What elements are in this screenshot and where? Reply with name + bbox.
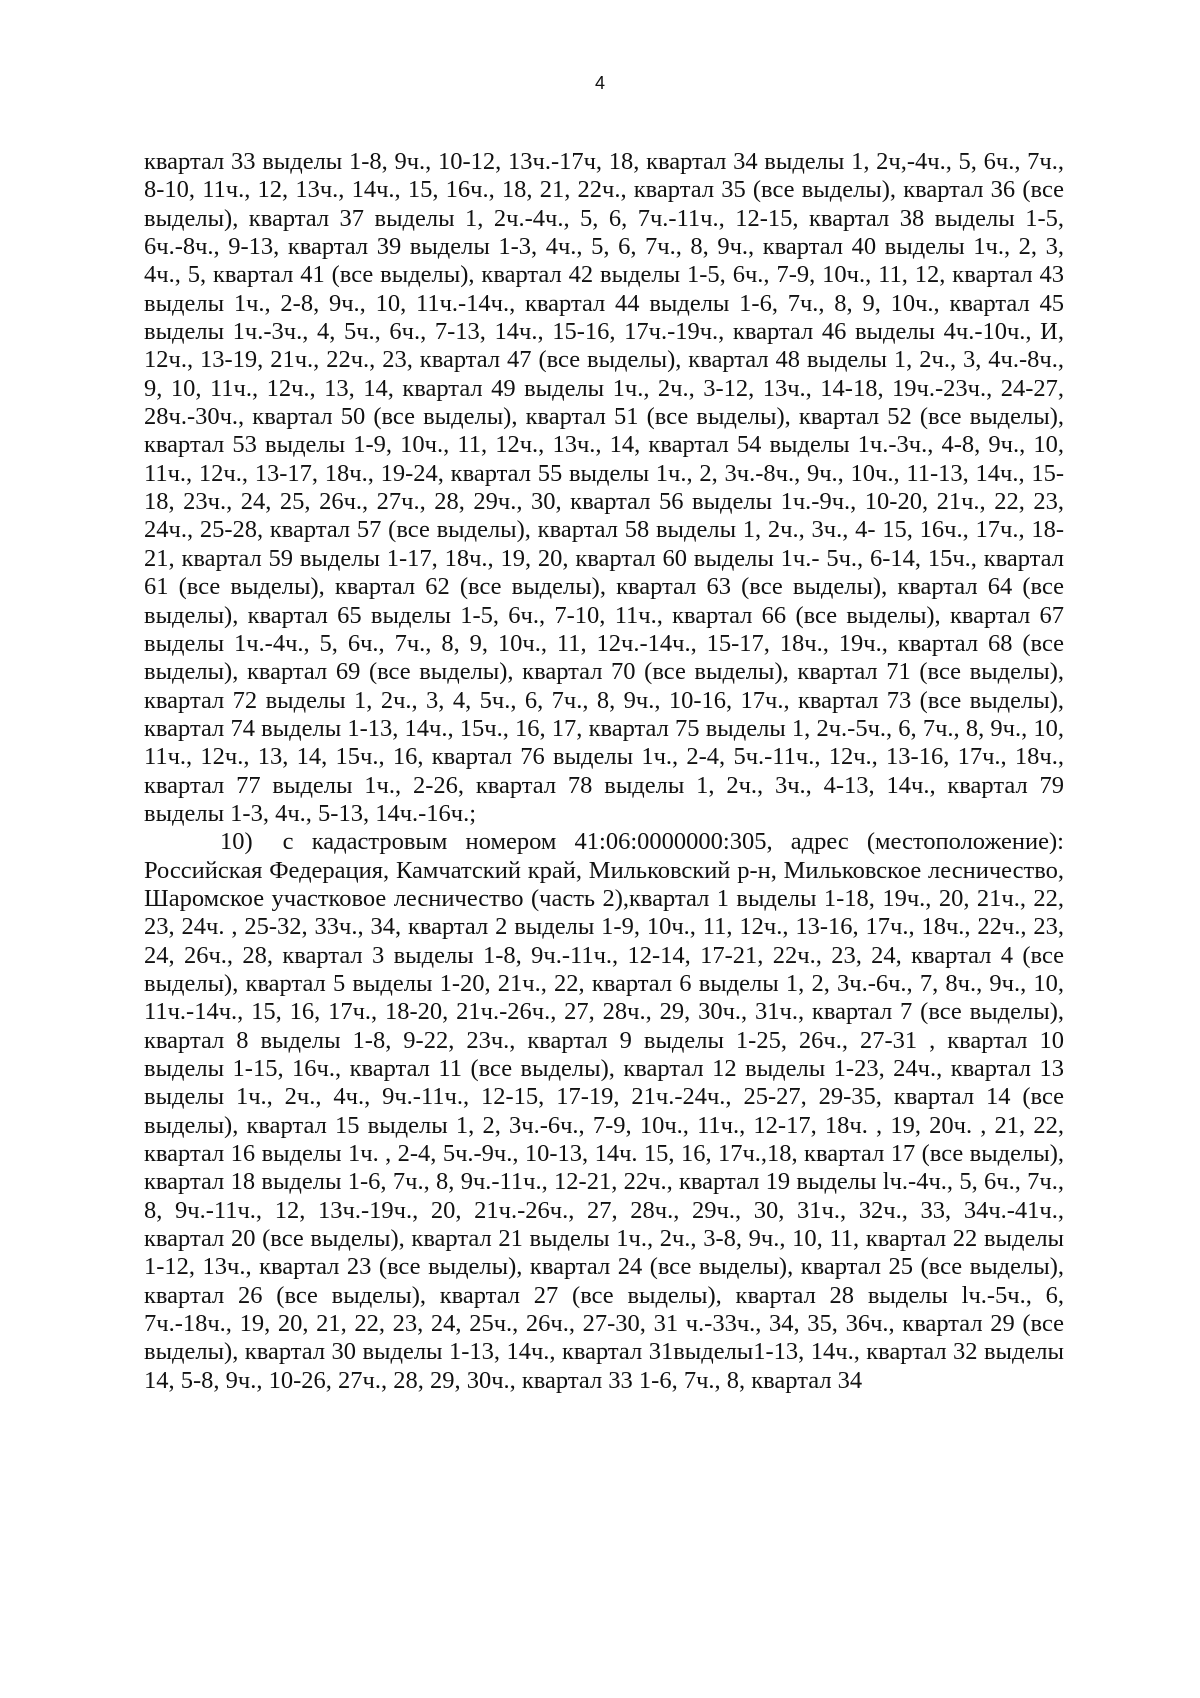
paragraph-item-10-text: с кадастровым номером 41:06:0000000:305, адрес (местоположение): Российская Федерация, Камчатский край, Мильковский р-н, Мильковское лесничество, Шаромское участковое лесничество (часть 2),квартал 1 выделы 1-18, 19ч., 20, 21ч., 22, 23, 24ч. , 25-32, 33ч., 34, квартал 2 выделы 1-9, 10ч., 11, 12ч., 13-16, 17ч., 18ч., 22ч., 23, 24, 26ч., 28, квартал 3 выделы 1-8, 9ч.-11ч., 12-14, 17-21, 22ч., 23, 24, квартал 4 (все выделы), квартал 5 выделы 1-20, 21ч., 22, квартал 6 выделы 1, 2, 3ч.-6ч., 7, 8ч., 9ч., 10, 11ч.-14ч., 15, 16, 17ч., 18-20, 21ч.-26ч., 27, 28ч., 29, 30ч., 31ч., квартал 7 (все выделы), квартал 8 выделы 1-8, 9-22, 23ч., квартал 9 выделы 1-25, 26ч., 27-31 , квартал 10 выделы 1-15, 16ч., квартал 11 (все выделы), квартал 12 выделы 1-23, 24ч., квартал 13 выделы 1ч., 2ч., 4ч., 9ч.-11ч., 12-15, 17-19, 21ч.-24ч., 25-27, 29-35, квартал 14 (все выделы), квартал 15 выделы 1, 2, 3ч.-6ч., 7-9, 10ч., 11ч., 12-17, 18ч. , 19, 20ч. , 21, 22, квартал 16 выделы 1ч. , 2-4, 5ч.-9ч., 10-13, 14ч. 15, 16, 17ч.,18, квартал 17 (все выделы), квартал 18 выделы 1-6, 7ч., 8, 9ч.-11ч., 12-21, 22ч., квартал 19 выделы lч.-4ч., 5, 6ч., 7ч., 8, 9ч.-11ч., 12, 13ч.-19ч., 20, 21ч.-26ч., 27, 28ч., 29ч., 30, 31ч., 32ч., 33, 34ч.-41ч., квартал 20 (все выделы), квартал 21 выделы 1ч., 2ч., 3-8, 9ч., 10, 11, квартал 22 выделы 1-12, 13ч., квартал 23 (все выделы), квартал 24 (все выделы), квартал 25 (все выделы), квартал 26 (все выделы), квартал 27 (все выделы), квартал 28 выделы lч.-5ч., 6, 7ч.-18ч., 19, 20, 21, 22, 23, 24, 25ч., 26ч., 27-30, 31 ч.-33ч., 34, 35, 36ч., квартал 29 (все выделы), квартал 30 выделы 1-13, 14ч., квартал 31выделы1-13, 14ч., квартал 32 выделы 14, 5-8, 9ч., 10-26, 27ч., 28, 29, 30ч., квартал 33 1-6, 7ч., 8, квартал 34 [144, 828, 1064, 1394]
document-body [144, 148, 1064, 1395]
page-number: 4 [594, 73, 605, 93]
paragraph-continuation: квартал 33 выделы 1-8, 9ч., 10-12, 13ч.-17ч, 18, квартал 34 выделы 1, 2ч,-4ч., 5, 6ч., 7ч., 8-10, 11ч., 12, 13ч., 14ч., 15, 16ч., 18, 21, 22ч., квартал 35 (все выделы), квартал 36 (все выделы), квартал 37 выделы 1, 2ч.-4ч., 5, 6, 7ч.-11ч., 12-15, квартал 38 выделы 1-5, 6ч.-8ч., 9-13, квартал 39 выделы 1-3, 4ч., 5, 6, 7ч., 8, 9ч., квартал 40 выделы 1ч., 2, 3, 4ч., 5, квартал 41 (все выделы), квартал 42 выделы 1-5, 6ч., 7-9, 10ч., 11, 12, квартал 43 выделы 1ч., 2-8, 9ч., 10, 11ч.-14ч., квартал 44 выделы 1-6, 7ч., 8, 9, 10ч., квартал 45 выделы 1ч.-3ч., 4, 5ч., 6ч., 7-13, 14ч., 15-16, 17ч.-19ч., квартал 46 выделы 4ч.-10ч., И, 12ч., 13-19, 21ч., 22ч., 23, квартал 47 (все выделы), квартал 48 выделы 1, 2ч., 3, 4ч.-8ч., 9, 10, 11ч., 12ч., 13, 14, квартал 49 выделы 1ч., 2ч., 3-12, 13ч., 14-18, 19ч.-23ч., 24-27, 28ч.-30ч., квартал 50 (все выделы), квартал 51 (все выделы), квартал 52 (все выделы), квартал 53 выделы 1-9, 10ч., 11, 12ч., 13ч., 14, квартал 54 выделы 1ч.-3ч., 4-8, 9ч., 10, 11ч., 12ч., 13-17, 18ч., 19-24, квартал 55 выделы 1ч., 2, 3ч.-8ч., 9ч., 10ч., 11-13, 14ч., 15-18, 23ч., 24, 25, 26ч., 27ч., 28, 29ч., 30, квартал 56 выделы 1ч.-9ч., 10-20, 21ч., 22, 23, 24ч., 25-28, квартал 57 (все выделы), квартал 58 выделы 1, 2ч., 3ч., 4- 15, 16ч., 17ч., 18-21, квартал 59 выделы 1-17, 18ч., 19, 20, квартал 60 выделы 1ч.- 5ч., 6-14, 15ч., квартал 61 (все выделы), квартал 62 (все выделы), квартал 63 (все выделы), квартал 64 (все выделы), квартал 65 выделы 1-5, 6ч., 7-10, 11ч., квартал 66 (все выделы), квартал 67 выделы 1ч.-4ч., 5, 6ч., 7ч., 8, 9, 10ч., 11, 12ч.-14ч., 15-17, 18ч., 19ч., квартал 68 (все выделы), квартал 69 (все выделы), квартал 70 (все выделы), квартал 71 (все выделы), квартал 72 выделы 1, 2ч., 3, 4, 5ч., 6, 7ч., 8, 9ч., 10-16, 17ч., квартал 73 (все выделы), квартал 74 выделы 1-13, 14ч., 15ч., 16, 17, квартал 75 выделы 1, 2ч.-5ч., 6, 7ч., 8, 9ч., 10, 11ч., 12ч., 13, 14, 15ч., 16, квартал 76 выделы 1ч., 2-4, 5ч.-11ч., 12ч., 13-16, 17ч., 18ч., квартал 77 выделы 1ч., 2-26, квартал 78 выделы 1, 2ч., 3ч., 4-13, 14ч., квартал 79 выделы 1-3, 4ч., 5-13, 14ч.-16ч.; [144, 148, 1064, 827]
paragraph-item-10 [144, 828, 1064, 1395]
list-item-number: 10) [220, 828, 253, 856]
